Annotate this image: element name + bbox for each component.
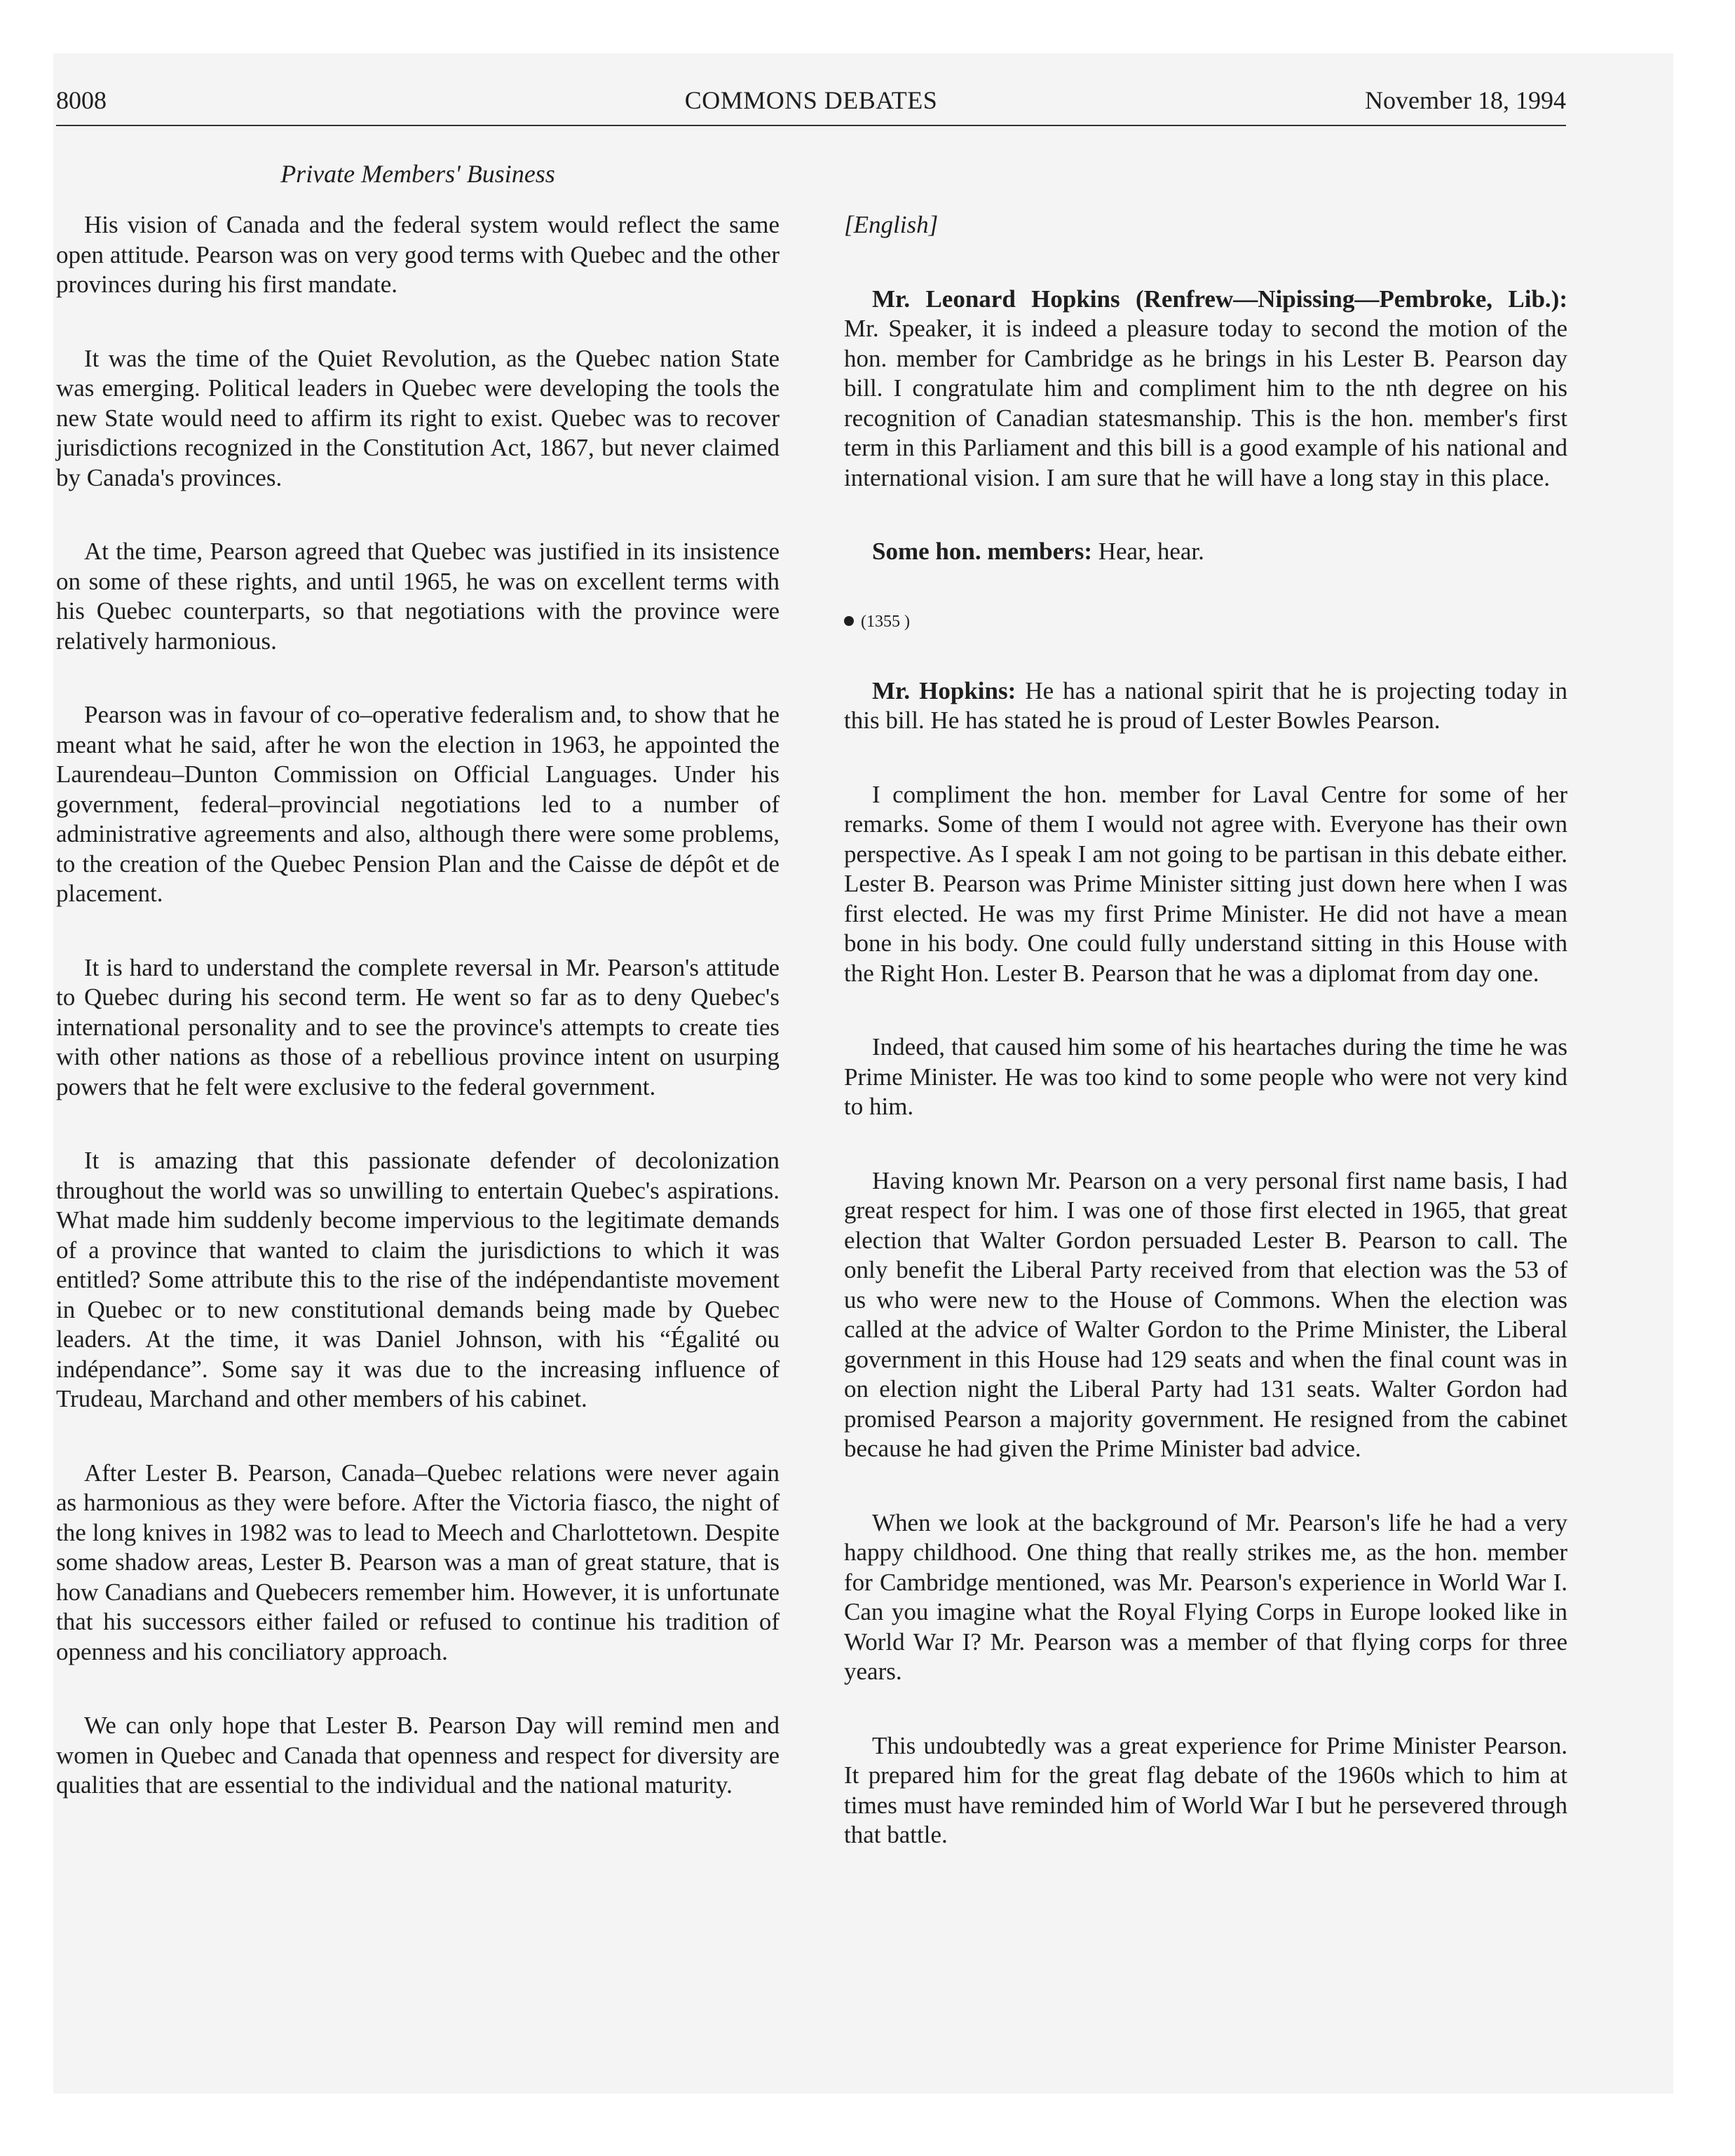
- page-header: [56, 86, 1566, 121]
- section-label: Private Members' Business: [280, 160, 555, 188]
- speech-text: He has a national spirit that he is projecting today in this bill. He has stated he is proud of Lester Bowles Pearson.: [844, 676, 1567, 734]
- bullet-icon: [844, 616, 854, 626]
- paragraph: When we look at the background of Mr. Pearson's life he had a very happy childhood. One thing that really strikes me, as the hon. member for Cambridge mentioned, was Mr. Pearson's experience in World War I. Can you imagine what the Royal Flying Corps in Europe looked like in World War I? Mr. Pearson was a member of that flying corps for three years.: [844, 1508, 1567, 1685]
- time-marker: [844, 611, 1567, 632]
- speaker-name: Mr. Hopkins:: [872, 676, 1016, 704]
- right-column: [844, 210, 1567, 1895]
- paragraph: Having known Mr. Pearson on a very personal first name basis, I had great respect for him. I was one of those first elected in 1965, that great election that Walter Gordon persuaded Lester B. Pearson to call. The only benefit the Liberal Party received from that election was the 53 of us who were new to the House of Commons. When the election was called at the advice of Walter Gordon to the Prime Minister, the Liberal government in this House had 129 seats and when the final count was in on election night the Liberal Party had 131 seats. Walter Gordon had promised Pearson a majority government. He resigned from the cabinet because he had given the Prime Minister bad advice.: [844, 1166, 1567, 1462]
- paragraph: At the time, Pearson agreed that Quebec was justified in its insistence on some of these rights, and until 1965, he was on excellent terms with his Quebec counterparts, so that negotiations with the province were relatively harmonious.: [56, 538, 780, 655]
- language-tag: [English]: [844, 211, 939, 238]
- time-marker-text: (1355 ): [861, 612, 910, 631]
- paragraph: We can only hope that Lester B. Pearson Day will remind men and women in Quebec and Canada that openness and respect for diversity are qualities that are essential to the individual and the national maturity.: [56, 1712, 780, 1799]
- speech-paragraph: [844, 285, 1567, 493]
- page-number: 8008: [56, 86, 107, 114]
- speech-paragraph: [844, 676, 1567, 736]
- page-date: November 18, 1994: [1365, 86, 1566, 114]
- header-rule: [56, 125, 1566, 126]
- publication-title: COMMONS DEBATES: [684, 86, 938, 114]
- paragraph: After Lester B. Pearson, Canada–Quebec relations were never again as harmonious as they were before. After the Victoria fiasco, the night of the long knives in 1982 was to lead to Meech and Charlottetown. Despite some shadow areas, Lester B. Pearson was a man of great stature, that is how Canadians and Quebecers remember him. However, it is unfortunate that his successors either failed or refused to continue his tradition of openness and his conciliatory approach.: [56, 1459, 780, 1665]
- paragraph: His vision of Canada and the federal system would reflect the same open attitude. Pearson was on very good terms with Quebec and the other provinces during his first mandate.: [56, 211, 780, 298]
- speech-text: Hear, hear.: [1092, 538, 1204, 565]
- paragraph: It is hard to understand the complete reversal in Mr. Pearson's attitude to Quebec during his second term. He went so far as to deny Quebec's international personality and to see the province's attempts to create ties with other nations as those of a rebellious province intent on usurping powers that he felt were exclusive to the federal government.: [56, 953, 780, 1100]
- speech-paragraph: [844, 537, 1567, 567]
- paragraph: It is amazing that this passionate defender of decolonization throughout the world was so unwilling to entertain Quebec's aspirations. What made him suddenly become impervious to the legitimate demands of a province that wanted to claim the jurisdictions to which it was entitled? Some attribute this to the rise of the indépendantiste movement in Quebec or to new constitutional demands being made by Quebec leaders. At the time, it was Daniel Johnson, with his “Égalité ou indépendance”. Some say it was due to the increasing influence of Trudeau, Marchand and other members of his cabinet.: [56, 1147, 780, 1412]
- paragraph: I compliment the hon. member for Laval Centre for some of her remarks. Some of them I would not agree with. Everyone has their own perspective. As I speak I am not going to be partisan in this debate either. Lester B. Pearson was Prime Minister sitting just down here when I was first elected. He was my first Prime Minister. He did not have a mean bone in his body. One could fully understand sitting in this House with the Right Hon. Lester B. Pearson that he was a diplomat from day one.: [844, 780, 1567, 987]
- paragraph: Indeed, that caused him some of his heartaches during the time he was Prime Minister. He was too kind to some people who were not very kind to him.: [844, 1033, 1567, 1120]
- left-column: [56, 210, 780, 1845]
- speaker-name: Mr. Leonard Hopkins (Renfrew—Nipissing—Pembroke, Lib.):: [872, 285, 1567, 313]
- speaker-name: Some hon. members:: [872, 538, 1092, 565]
- speech-text: Mr. Speaker, it is indeed a pleasure today to second the motion of the hon. member for Cambridge as he brings in his Lester B. Pearson day bill. I congratulate him and compliment him to the nth degree on his recognition of Canadian statesmanship. This is the hon. member's first term in this Parliament and this bill is a good example of his national and international vision. I am sure that he will have a long stay in this place.: [844, 315, 1567, 491]
- paragraph: Pearson was in favour of co–operative federalism and, to show that he meant what he said, after he won the election in 1963, he appointed the Laurendeau–Dunton Commission on Official Languages. Under his government, federal–provincial negotiations led to a number of administrative agreements and also, although there were some problems, to the creation of the Quebec Pension Plan and the Caisse de dépôt et de placement.: [56, 701, 780, 907]
- paragraph: It was the time of the Quiet Revolution, as the Quebec nation State was emerging. Political leaders in Quebec were developing the tools the new State would need to affirm its right to exist. Quebec was to recover jurisdictions recognized in the Constitution Act, 1867, but never claimed by Canada's provinces.: [56, 344, 780, 491]
- paragraph: This undoubtedly was a great experience for Prime Minister Pearson. It prepared him for the great flag debate of the 1960s which to him at times must have reminded him of World War I but he persevered through that battle.: [844, 1731, 1567, 1848]
